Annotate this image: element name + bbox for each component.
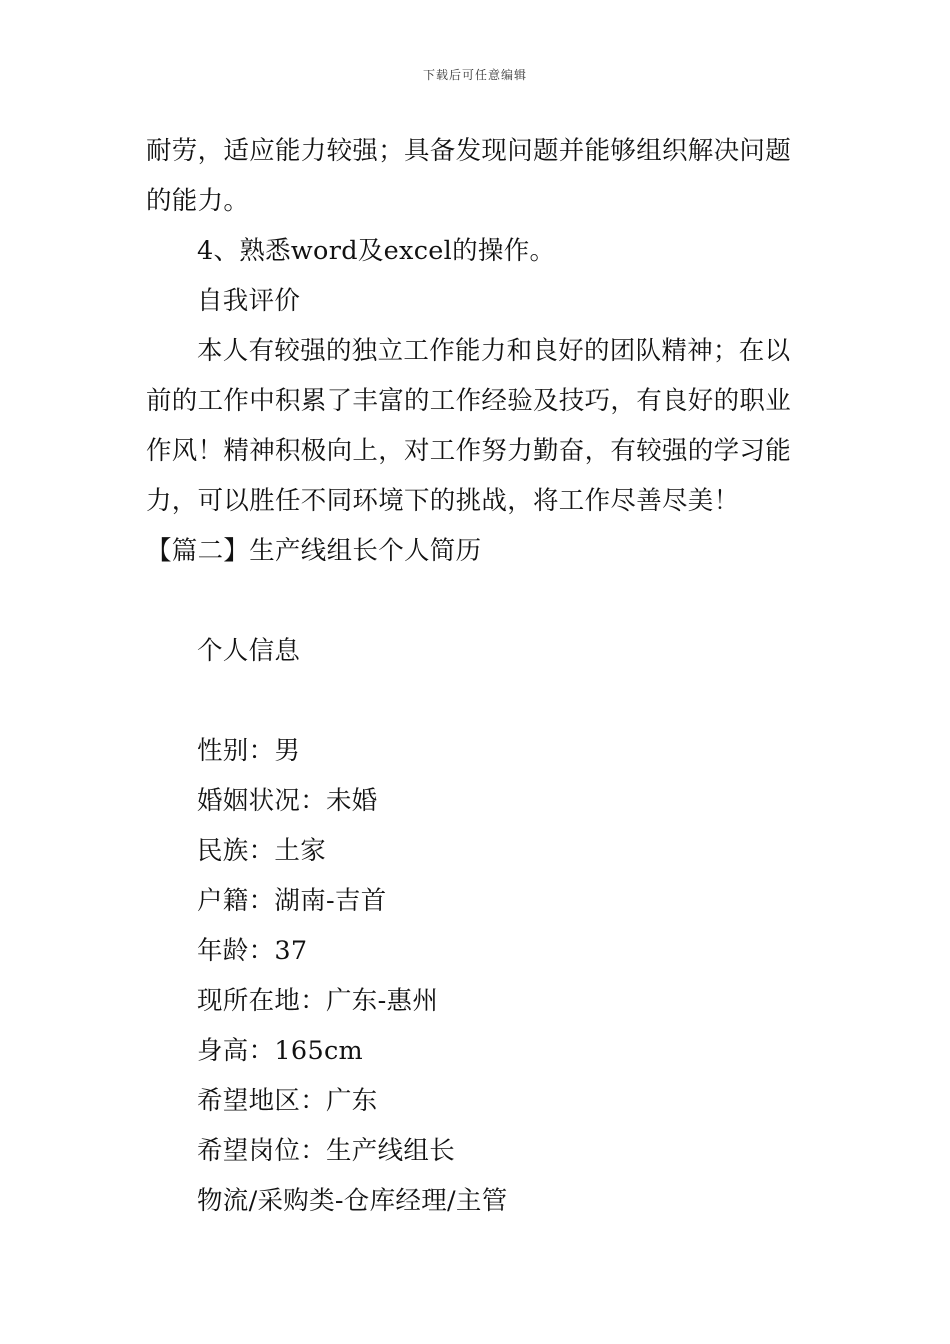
info-current-location: 现所在地：广东-惠州 (197, 986, 439, 1016)
personal-info-heading: 个人信息 (197, 636, 301, 666)
self-evaluation-line: 本人有较强的独立工作能力和良好的团队精神；在以 (197, 336, 791, 366)
info-height: 身高：165cm (197, 1036, 364, 1066)
self-evaluation-line: 力，可以胜任不同环境下的挑战，将工作尽善尽美！ (146, 486, 740, 516)
self-evaluation-line: 作风！精神积极向上，对工作努力勤奋，有较强的学习能 (146, 436, 792, 466)
info-marital-status: 婚姻状况：未婚 (197, 786, 378, 816)
blank-line (146, 576, 808, 626)
self-evaluation-line: 前的工作中积累了丰富的工作经验及技巧，有良好的职业 (146, 386, 792, 416)
info-age: 年龄：37 (197, 936, 308, 966)
info-gender: 性别：男 (197, 736, 301, 766)
blank-line (146, 676, 808, 726)
section-title: 【篇二】生产线组长个人简历 (146, 536, 482, 566)
info-desired-position: 希望岗位：生产线组长 (197, 1136, 456, 1166)
info-desired-region: 希望地区：广东 (197, 1086, 378, 1116)
paragraph-line: 耐劳，适应能力较强；具备发现问题并能够组织解决问题 (146, 136, 792, 166)
info-ethnicity: 民族：土家 (197, 836, 327, 866)
info-household-registration: 户籍：湖南-吉首 (197, 886, 387, 916)
page-header-note: 下载后可任意编辑 (422, 68, 527, 82)
paragraph-line: 的能力。 (146, 186, 250, 216)
document-body (146, 126, 808, 1226)
self-evaluation-heading: 自我评价 (197, 286, 301, 316)
list-item-4: 4、熟悉word及excel的操作。 (197, 236, 556, 266)
info-job-category: 物流/采购类-仓库经理/主管 (197, 1186, 508, 1216)
